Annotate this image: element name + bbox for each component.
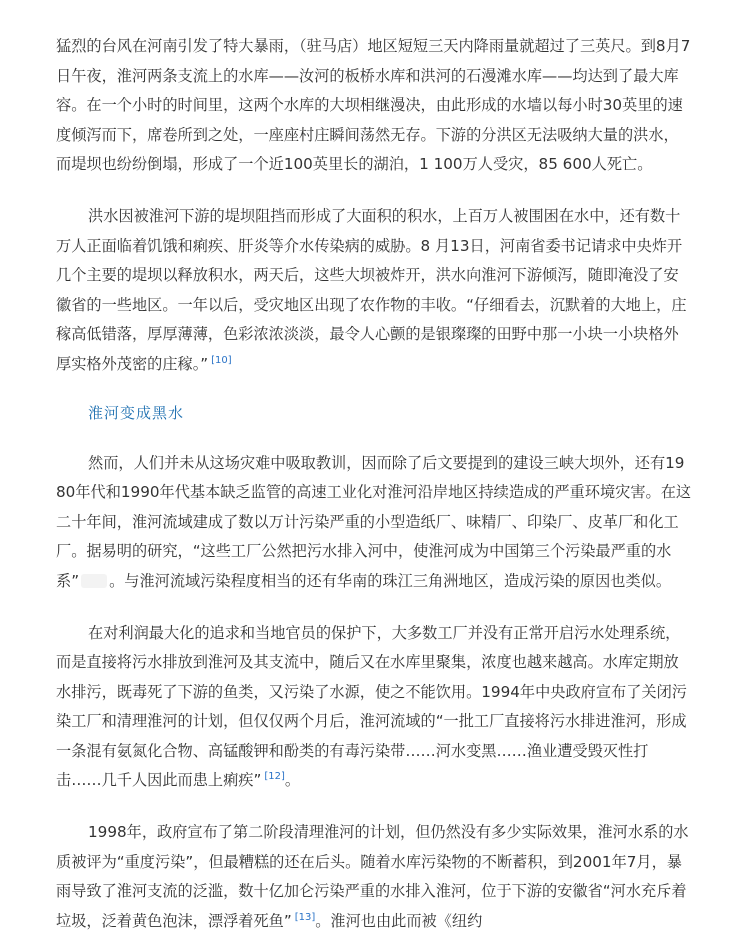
footnote-12[interactable]: [12] <box>264 771 285 783</box>
paragraph-typhoon: 猛烈的台风在河南引发了特大暴雨，（驻马店）地区短短三天内降雨量就超过了三英尺。到8月7日午夜，淮河两条支流上的水库——汝河的板桥水库和洪河的石漫滩水库——均达到了最大库容。在一个小时的时间里，这两个水库的大坝相继漫决，由此形成的水墙以每小时30英里的速度倾泻而下，席卷所到之处，一座座村庄瞬间荡然无存。下游的分洪区无法吸纳大量的洪水，而堤坝也纷纷倒塌，形成了一个近100英里长的湖泊，1 100万人受灾，85 600人死亡。 <box>56 37 691 174</box>
paragraph-flood: 洪水因被淮河下游的堤坝阻挡而形成了大面积的积水，上百万人被围困在水中，还有数十万人正面临着饥饿和痢疾、肝炎等介水传染病的威胁。8 月13日，河南省委书记请求中央炸开几个主要的堤坝以释放积水，两天后，这些大坝被炸开，洪水向淮河下游倾泻，随即淹没了安徽省的一些地区。一年以后，受灾地区出现了农作物的丰收。“仔细看去，沉默着的大地上，庄稼高低错落，厚厚薄薄，色彩浓浓淡淡，最令人心颤的是银璨璨的田野中那一小块一小块格外厚实格外茂密的庄稼。” [10] <box>56 206 687 373</box>
footnote-placeholder <box>81 574 107 588</box>
paragraph-1998: 1998年，政府宣布了第二阶段清理淮河的计划，但仍然没有多少实际效果，淮河水系的水质被评为“重度污染”，但最糟糕的还在后头。随着水库污染物的不断蓄积，到2001年7月，暴雨导致了淮河支流的泛滥，数十亿加仑污染严重的水排入淮河，位于下游的安徽省“河水充斥着垃圾，泛着黄色泡沫，漂浮着死鱼” [13]。淮河也由此而被《纽约 <box>56 823 689 930</box>
paragraph-pollution: 然而，人们并未从这场灾难中吸取教训，因而除了后文要提到的建设三峡大坝外，还有1980年代和1990年代基本缺乏监管的高速工业化对淮河沿岸地区持续造成的严重环境灾害。在这二十年间，淮河流域建成了数以万计污染严重的小型造纸厂、味精厂、印染厂、皮革厂和化工厂。据易明的研究，“这些工厂公然把污水排入河中，使淮河成为中国第三个污染最严重的水系” 。与淮河流域污染程度相当的还有华南的珠江三角洲地区，造成污染的原因也类似。 <box>56 453 692 590</box>
section-title: 淮河变成黑水 <box>88 403 185 422</box>
paragraph-factories: 在对利润最大化的追求和当地官员的保护下，大多数工厂并没有正常开启污水处理系统，而是直接将污水排放到淮河及其支流中，随后又在水库里聚集，浓度也越来越高。水库定期放水排污，既毒死了下游的鱼类，又污染了水源，使之不能饮用。1994年中央政府宣布了关闭污染工厂和清理淮河的计划，但仅仅两个月后，淮河流域的“一批工厂直接将污水排进淮河，形成一条混有氨氮化合物、高锰酸钾和酚类的有毒污染带……河水变黑……渔业遭受毁灭性打击……几千人因此而患上痢疾” [12]。 <box>56 623 687 790</box>
footnote-13[interactable]: [13] <box>294 911 316 923</box>
footnote-10[interactable]: [10] <box>211 354 232 366</box>
